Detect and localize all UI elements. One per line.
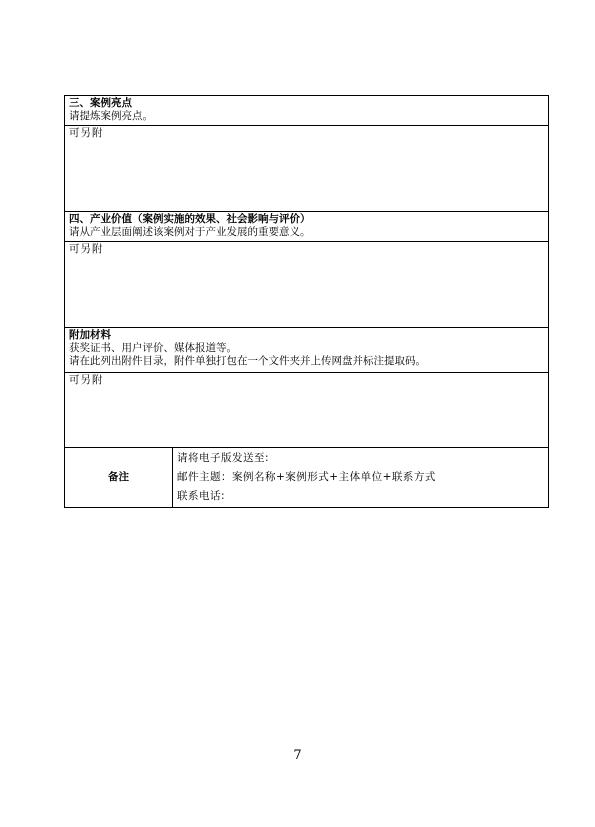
section-instruction: 请在此列出附件目录，附件单独打包在一个文件夹并上传网盘并标注提取码。 [69, 355, 426, 367]
section-input-area[interactable] [65, 242, 549, 328]
section-body-hint: 可另附 [69, 243, 104, 255]
section-attachments-header [65, 328, 549, 373]
section-header-cell [65, 96, 549, 126]
section-instruction: 获奖证书、用户评价、媒体报道等。 [69, 342, 237, 354]
section-attachments-body [65, 373, 549, 448]
remarks-row [65, 448, 549, 508]
section-body-hint: 可另附 [69, 374, 104, 386]
section-highlights-header [65, 96, 549, 126]
case-form-table [64, 95, 549, 508]
section-highlights-body [65, 126, 549, 212]
page-number: 7 [293, 748, 302, 763]
section-header-cell [65, 212, 549, 242]
remarks-line: 邮件主题：案例名称+案例形式+主体单位+联系方式 [177, 471, 436, 483]
remarks-line: 联系电话: [177, 490, 226, 502]
section-input-area[interactable] [65, 126, 549, 212]
remarks-label: 备注 [65, 448, 173, 508]
section-title: 三、案例亮点 [69, 97, 132, 109]
section-industry-value-header [65, 212, 549, 242]
section-input-area[interactable] [65, 373, 549, 448]
section-industry-value-body [65, 242, 549, 328]
section-title: 附加材料 [69, 329, 111, 341]
section-instruction: 请提炼案例亮点。 [69, 110, 153, 122]
section-title: 四、产业价值（案例实施的效果、社会影响与评价） [69, 213, 311, 225]
section-body-hint: 可另附 [69, 127, 104, 139]
section-instruction: 请从产业层面阐述该案例对于产业发展的重要意义。 [69, 226, 311, 238]
remarks-line: 请将电子版发送至: [177, 452, 270, 464]
remarks-content [173, 448, 549, 508]
section-header-cell [65, 328, 549, 373]
